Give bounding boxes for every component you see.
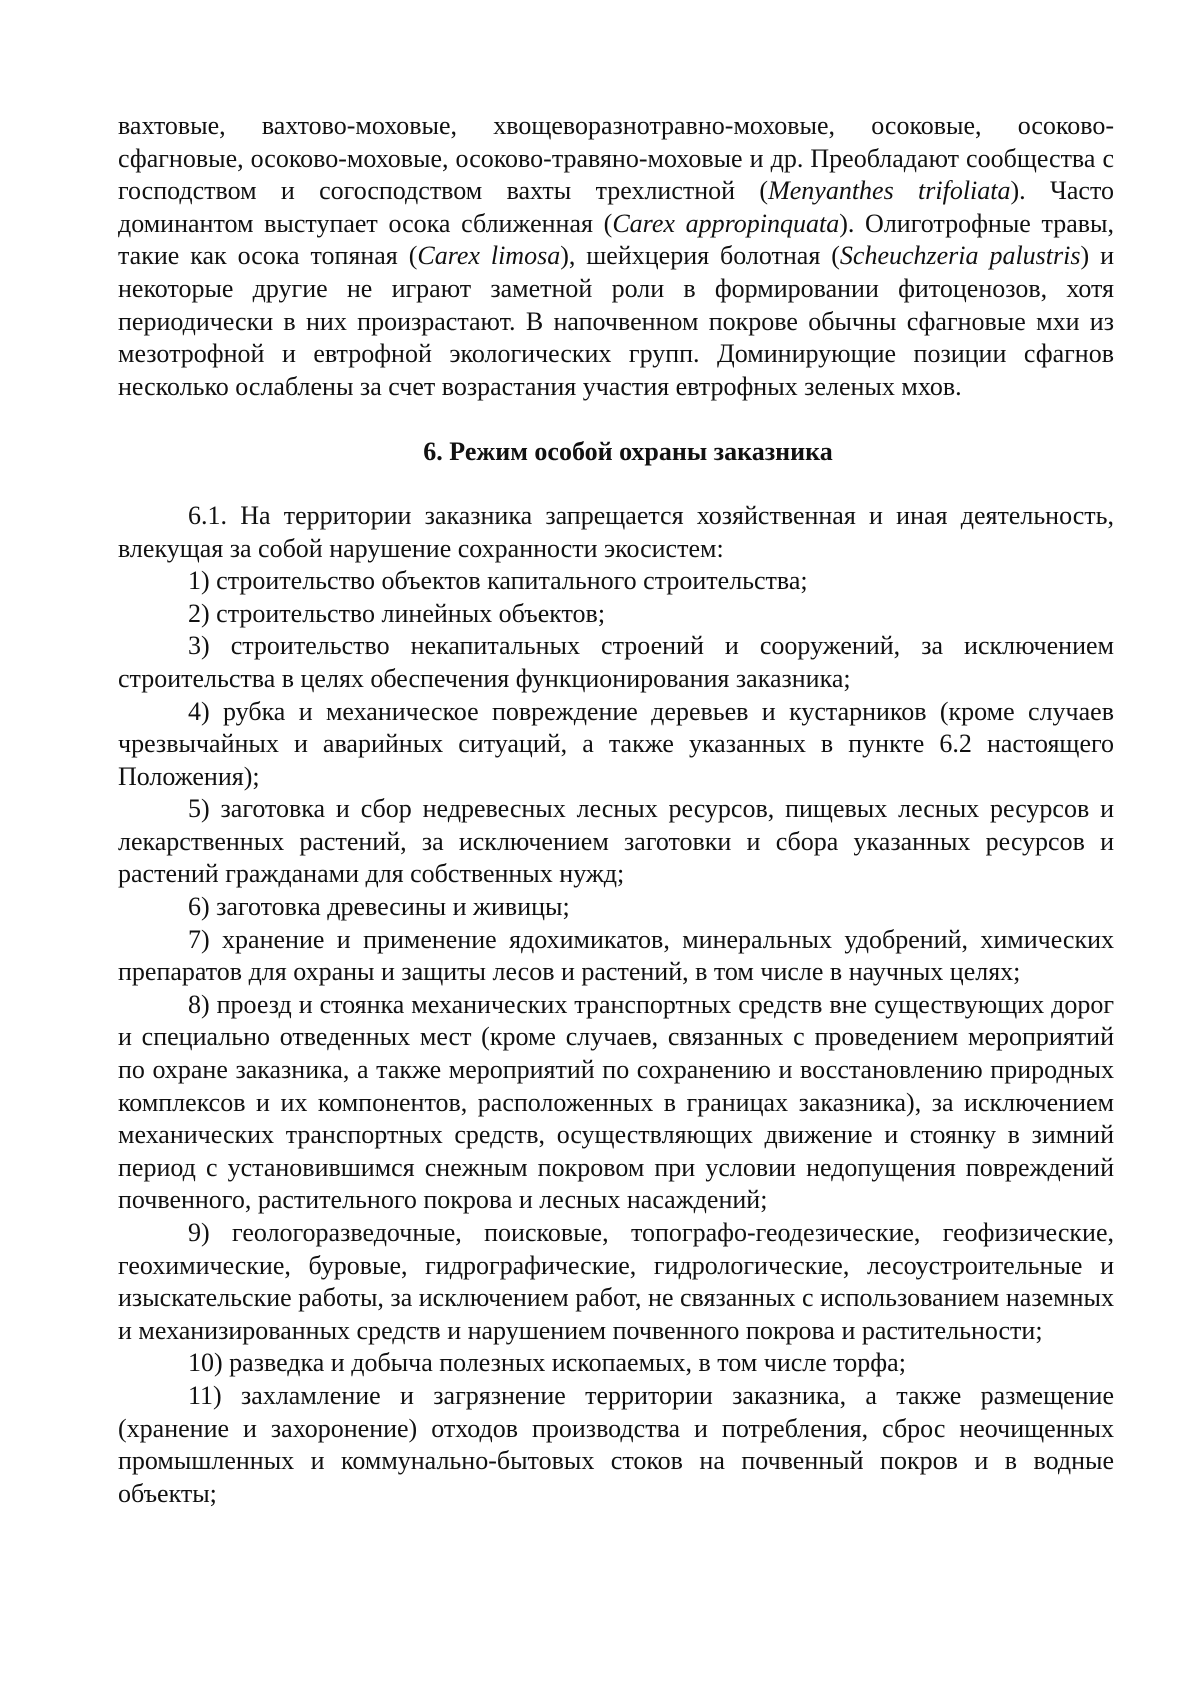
list-item: 2) строительство линейных объектов; — [188, 598, 606, 628]
latin-name-carex-appropinquata: Carex appropinquata — [612, 208, 840, 238]
intro-text-4: ), шейхцерия болотная ( — [560, 241, 840, 271]
list-item: 9) геологоразведочные, поисковые, топографо-геодезические, геофизические, геохимические, буровые, гидрографические, гидрологические, лесоустроительные и изыскательские работы, за исключением работ, не связанных с использованием наземных и механизированных средств и нарушением почвенного покрова и растительности; — [118, 1218, 1114, 1345]
latin-name-scheuchzeria: Scheuchzeria palustris — [839, 241, 1081, 271]
list-item: 3) строительство некапитальных строений и сооружений, за исключением строительства в целях обеспечения функционирования заказника; — [118, 631, 1114, 693]
intro-text-1: вахтовые, вахтово-моховые, хвощеворазнотравно-моховые, осоковые, осоково-сфагновые, осоково-моховые, осоково-травяно-моховые и др. Преобладают сообщества с господством и согосподством вахты трехлистной ( — [118, 111, 1114, 206]
list-item: 8) проезд и стоянка механических транспортных средств вне существующих дорог и специально отведенных мест (кроме случаев, связанных с проведением мероприятий по охране заказника, а также мероприятий по сохранению и восстановлению природных комплексов и их компонентов, расположенных в границах заказника), за исключением механических транспортных средств, осуществляющих движение и стоянку в зимний период с установившимся снежным покровом при условии недопущения повреждений почвенного, растительного покрова и лесных насаждений; — [118, 989, 1114, 1215]
list-item: 1) строительство объектов капитального строительства; — [188, 566, 808, 596]
list-item: 5) заготовка и сбор недревесных лесных ресурсов, пищевых лесных ресурсов и лекарственных растений, за исключением заготовки и сбора указанных ресурсов и растений гражданами для собственных нужд; — [118, 794, 1114, 889]
clause-6-1: 6.1. На территории заказника запрещается хозяйственная и иная деятельность, влекущая за собой нарушение сохранности экосистем: — [118, 500, 1114, 563]
list-item: 7) хранение и применение ядохимикатов, минеральных удобрений, химических препаратов для охраны и защиты лесов и растений, в том числе в научных целях; — [118, 924, 1114, 987]
intro-paragraph — [118, 110, 1114, 403]
list-item: 4) рубка и механическое повреждение деревьев и кустарников (кроме случаев чрезвычайных и аварийных ситуаций, а также указанных в пункте 6.2 настоящего Положения); — [118, 696, 1114, 791]
latin-name-menyanthes: Menyanthes trifoliata — [768, 176, 1011, 206]
list-item: 11) захламление и загрязнение территории заказника, а также размещение (хранение и захоронение) отходов производства и потребления, сброс неочищенных промышленных и коммунально-бытовых стоков на почвенный покров и в водные объекты; — [118, 1380, 1114, 1508]
list-item: 10) разведка и добыча полезных ископаемых, в том числе торфа; — [188, 1348, 906, 1378]
intro-text-3: ). Олиготрофные травы, такие как осока топяная ( — [118, 208, 1114, 271]
intro-text-5: ) и некоторые другие не играют заметной роли в формировании фитоценозов, хотя периодически в них произрастают. В напочвенном покрове обычны сфагновые мхи из мезотрофной и евтрофной экологических групп. Доминирующие позиции сфагнов несколько ослаблены за счет возрастания участия евтрофных зеленых мхов. — [118, 241, 1114, 401]
latin-name-carex-limosa: Carex limosa — [417, 241, 561, 271]
list-item: 6) заготовка древесины и живицы; — [188, 892, 570, 922]
section-heading: 6. Режим особой охраны заказника — [423, 437, 833, 467]
intro-text-2: ). Часто доминантом выступает осока сближенная ( — [118, 176, 1114, 238]
